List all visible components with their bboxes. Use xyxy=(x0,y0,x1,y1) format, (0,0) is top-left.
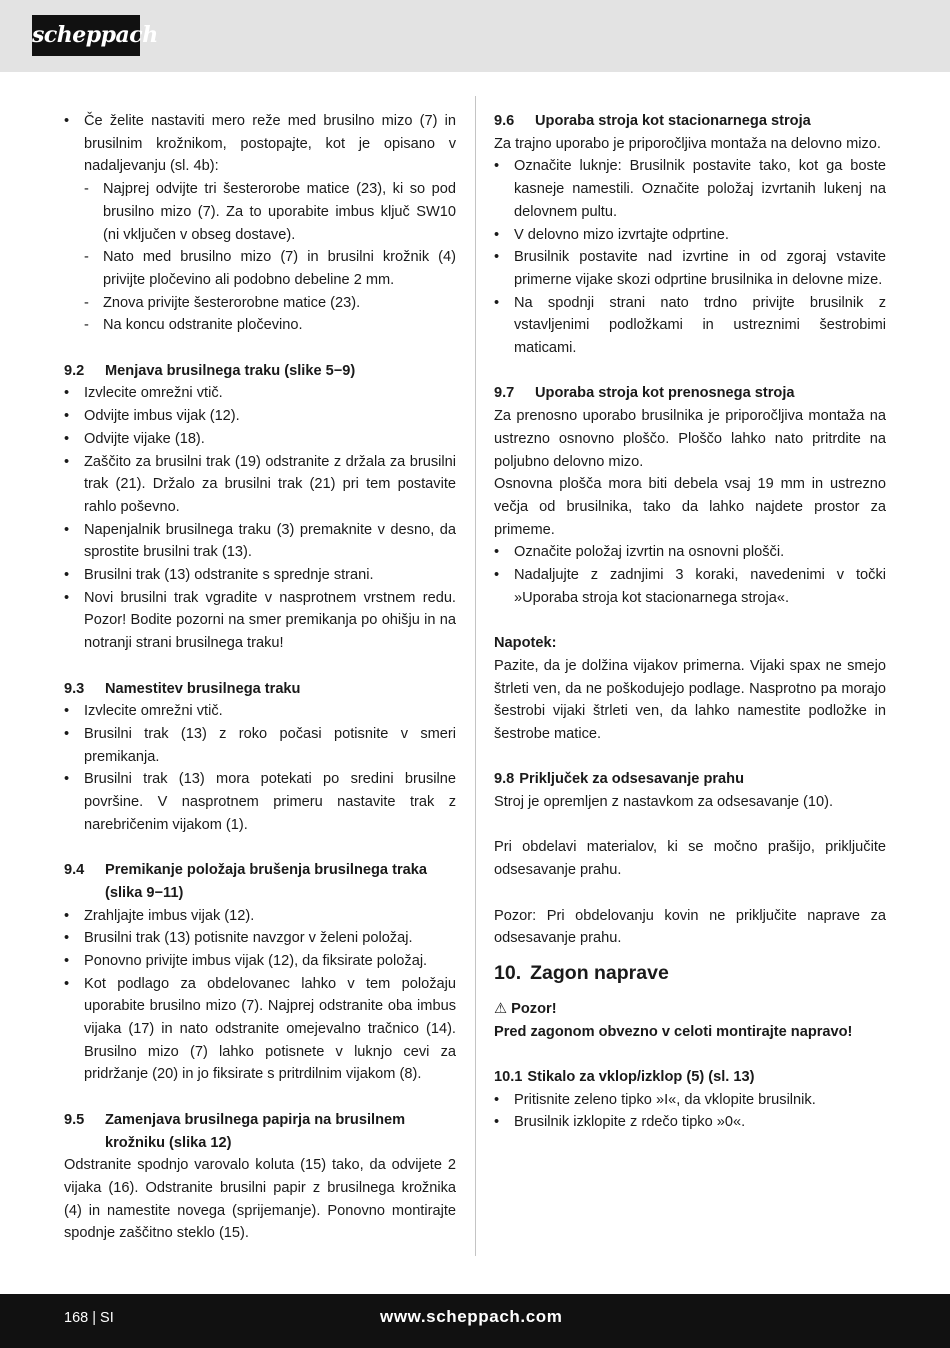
section-title: Priključek za odsesavanje prahu xyxy=(519,771,744,788)
list-item: • Zaščito za brusilni trak (19) odstranite z držala za brusilni trak (21). Držalo za brusilni trak (21) pri tem postavite rahlo poševno. xyxy=(64,451,456,519)
section-number: 9.6 xyxy=(494,113,515,129)
section-10-1-list xyxy=(494,1089,886,1134)
section-number: 9.5 xyxy=(64,1111,85,1128)
list-item: • Označite luknje: Brusilnik postavite tako, kot ga boste kasneje namestili. Označite položaj izvrtanih lukenj na delovnem pultu. xyxy=(494,155,886,223)
intro-sub-list xyxy=(64,178,456,337)
list-item: • Na spodnji strani nato trdno privijte brusilnik z vstavljenimi podložkami in ustreznimi šestrobimi maticami. xyxy=(494,292,886,360)
note-title: Napotek: xyxy=(494,635,557,652)
chapter-heading-10 xyxy=(494,960,886,986)
section-9-6-list xyxy=(494,155,886,359)
section-title: Premikanje položaja brušenja brusilnega traka (slika 9−11) xyxy=(105,862,427,901)
section-9-4-list xyxy=(64,905,456,1087)
section-title: Uporaba stroja kot stacionarnega stroja xyxy=(535,113,811,129)
section-number: 9.8 xyxy=(494,771,515,788)
left-column xyxy=(64,110,456,1245)
paragraph: Odstranite spodnjo varovalo koluta (15) tako, da odvijete 2 vijaka (16). Odstranite brusilni papir z brusilnega krožnika (4) in namestite novega (sprijemanje). Ponovno montirajte spodnje zaščitno steklo (15). xyxy=(64,1157,456,1242)
warning-title: Pozor! xyxy=(511,1000,557,1017)
intro-list xyxy=(64,110,456,178)
section-heading-9-7 xyxy=(494,382,886,405)
paragraph: Pozor: Pri obdelovanju kovin ne priključite naprave za odsesavanje prahu. xyxy=(494,907,886,947)
list-item: • Ponovno privijte imbus vijak (12), da fiksirate položaj. xyxy=(64,950,456,973)
sub-list-item: - Na koncu odstranite pločevino. xyxy=(64,314,456,337)
header-band xyxy=(0,0,950,72)
list-item: • Zrahljajte imbus vijak (12). xyxy=(64,905,456,928)
section-title: Stikalo za vklop/izklop (5) (sl. 13) xyxy=(527,1069,755,1086)
section-heading-9-8 xyxy=(494,768,886,791)
list-item: • Če želite nastaviti mero reže med brusilno mizo (7) in brusilnim krožnikom, postopajte, kot je opisano v nadaljevanju (sl. 4b): xyxy=(64,110,456,178)
list-item: • V delovno mizo izvrtajte odprtine. xyxy=(494,224,886,247)
list-item: • Brusilnik izklopite z rdečo tipko »0«. xyxy=(494,1111,886,1134)
warning-triangle-icon: ⚠ xyxy=(494,1000,508,1017)
section-heading-10-1 xyxy=(494,1066,886,1089)
list-item: • Brusilnik postavite nad izvrtine in od zgoraj vstavite primerne vijake skozi odprtine brusilnika in delovne mize. xyxy=(494,246,886,291)
section-title: Uporaba stroja kot prenosnega stroja xyxy=(535,385,795,402)
list-item: • Brusilni trak (13) odstranite s sprednje strani. xyxy=(64,564,456,587)
paragraph: Za trajno uporabo je priporočljiva montaža na delovno mizo. xyxy=(494,135,881,152)
section-heading-9-5 xyxy=(64,1109,456,1154)
page-number: 168 | SI xyxy=(64,1310,114,1326)
list-item: • Brusilni trak (13) potisnite navzgor v želeni položaj. xyxy=(64,927,456,950)
section-title: Zamenjava brusilnega papirja na brusilnem krožniku (slika 12) xyxy=(105,1111,406,1151)
section-9-3-list xyxy=(64,700,456,836)
footer-bar xyxy=(0,1294,950,1348)
sub-list-item: - Znova privijte šesterorobne matice (23). xyxy=(64,292,456,315)
section-heading-9-4 xyxy=(64,859,456,904)
section-title: Menjava brusilnega traku (slike 5−9) xyxy=(105,362,356,379)
section-title: Namestitev brusilnega traku xyxy=(105,680,301,697)
section-number: 9.4 xyxy=(64,862,85,879)
list-item: • Izvlecite omrežni vtič. xyxy=(64,382,456,405)
list-item: • Odvijte imbus vijak (12). xyxy=(64,405,456,428)
chapter-number: 10. xyxy=(494,961,522,984)
column-divider xyxy=(475,96,476,1256)
section-number: 9.3 xyxy=(64,680,85,697)
list-item: • Izvlecite omrežni vtič. xyxy=(64,700,456,723)
chapter-title: Zagon naprave xyxy=(530,961,669,984)
list-item: • Napenjalnik brusilnega traku (3) premaknite v desno, da sprostite brusilni trak (13). xyxy=(64,519,456,564)
section-number: 9.2 xyxy=(64,362,85,379)
sub-list-item: - Najprej odvijte tri šesterorobe matice (23), ki so pod brusilno mizo (7). Za to uporabite imbus ključ SW10 (ni vključen v obseg dostave). xyxy=(64,178,456,246)
warning-text: Pred zagonom obvezno v celoti montirajte napravo! xyxy=(494,1023,853,1040)
warning-heading xyxy=(494,998,886,1021)
section-heading-9-6 xyxy=(494,110,886,133)
website-url: www.scheppach.com xyxy=(380,1307,563,1326)
right-column xyxy=(494,110,886,1134)
section-number: 9.7 xyxy=(494,385,515,402)
section-heading-9-2 xyxy=(64,360,456,383)
section-heading-9-3 xyxy=(64,678,456,701)
section-number: 10.1 xyxy=(494,1069,523,1086)
section-9-7-list xyxy=(494,541,886,609)
sub-list-item: - Nato med brusilno mizo (7) in brusilni krožnik (4) privijte pločevino ali podobno debeline 2 mm. xyxy=(64,246,456,291)
scheppach-logo: scheppach xyxy=(32,15,140,56)
list-item: • Odvijte vijake (18). xyxy=(64,428,456,451)
paragraph: Stroj je opremljen z nastavkom za odsesavanje (10). xyxy=(494,794,834,811)
list-item: • Označite položaj izvrtin na osnovni plošči. xyxy=(494,541,886,564)
list-item: • Brusilni trak (13) mora potekati po sredini brusilne površine. V nasprotnem primeru nastavite trak z narebričenim vijakom (1). xyxy=(64,768,456,836)
list-item: • Novi brusilni trak vgradite v nasprotnem vrstnem redu. Pozor! Bodite pozorni na smer premikanja po ohišju in na notranji strani brusilnega traku! xyxy=(64,587,456,655)
list-item: • Brusilni trak (13) z roko počasi potisnite v smeri premikanja. xyxy=(64,723,456,768)
paragraph: Za prenosno uporabo brusilnika je priporočljiva montaža na ustrezno osnovno ploščo. Ploščo lahko nato pritrdite na poljubno delovno mizo. xyxy=(494,408,886,470)
paragraph: Osnovna plošča mora biti debela vsaj 19 mm in ustrezno večja od brusilnika, tako da lahko najdete prostor za primeme. xyxy=(494,476,886,538)
list-item: • Nadaljujte z zadnjimi 3 koraki, navedenimi v točki »Uporaba stroja kot stacionarnega stroja«. xyxy=(494,564,886,609)
list-item: • Pritisnite zeleno tipko »I«, da vklopite brusilnik. xyxy=(494,1089,886,1112)
section-9-2-list xyxy=(64,382,456,654)
paragraph: Pri obdelavi materialov, ki se močno prašijo, priključite odsesavanje prahu. xyxy=(494,839,886,879)
list-item: • Kot podlago za obdelovanec lahko v tem položaju uporabite brusilno mizo (7). Najprej odstranite oba imbus vijaka (17) in nato odstranite omejevalno tračnico (14). Brusilno mizo (7) lahko potisnete v luknjo cevi za pridržanje (20) in jo fiksirate s pritrdilnim vijakom (8). xyxy=(64,973,456,1087)
note-text: Pazite, da je dolžina vijakov primerna. Vijaki spax ne smejo štrleti ven, da ne poškodujejo podlage. Nasprotno pa morajo šestrobi vijaki štrleti ven, da lahko namestite podložke in šestrobe matice. xyxy=(494,657,886,742)
